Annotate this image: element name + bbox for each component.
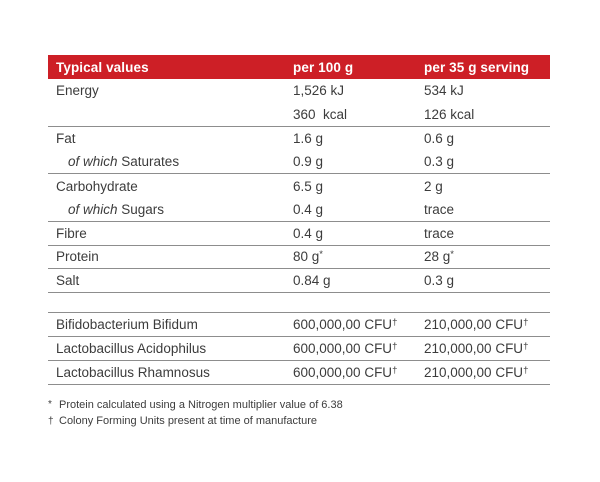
row-label: Lactobacillus Acidophilus <box>56 340 207 356</box>
value-text: 0.3 g <box>424 154 455 170</box>
value-per-100g <box>293 317 424 332</box>
value-per-100g <box>293 179 424 194</box>
value-text: 0.3 g <box>424 273 455 289</box>
footnote-protein <box>48 397 550 414</box>
row-label-text: Fat <box>56 130 76 146</box>
table-row-saturates <box>48 150 550 174</box>
dagger-sup: † <box>523 317 529 329</box>
row-label-italic: of which <box>68 201 118 217</box>
footnote-text: Colony Forming Units present at time of manufacture <box>59 415 318 428</box>
value-text: trace <box>424 201 455 217</box>
footnote-text: Protein calculated using a Nitrogen multiplier value of 6.38 <box>59 398 343 411</box>
value-text: 80 g <box>293 249 320 265</box>
row-label-text: Fibre <box>56 225 87 241</box>
row-label <box>48 249 293 264</box>
table-row-energy-kcal <box>48 103 550 127</box>
value-text: 6.5 g <box>293 178 324 194</box>
dagger-sup: † <box>523 364 529 376</box>
row-label: Bifidobacterium Bifidum <box>56 317 198 333</box>
value-per-100g <box>293 365 424 380</box>
row-label <box>48 179 293 194</box>
value-per-35g <box>424 365 550 380</box>
value-per-100g <box>293 249 424 264</box>
table-row-carbohydrate <box>48 174 550 198</box>
value-per-100g <box>293 131 424 146</box>
value-text: 1.6 g <box>293 130 324 146</box>
value-text: 2 g <box>424 178 443 194</box>
value-text: 210,000,00 CFU <box>424 317 524 333</box>
table-row-lactobacillus-rhamnosus <box>48 361 550 385</box>
value-per-35g <box>424 341 550 356</box>
value-per-35g <box>424 249 550 264</box>
row-label-text: Saturates <box>117 154 180 170</box>
header-typical-values: Typical values <box>56 59 149 75</box>
row-label <box>48 273 293 288</box>
row-label-text: Carbohydrate <box>56 178 138 194</box>
dagger-marker: † <box>48 415 54 427</box>
value-text: 0.6 g <box>424 130 455 146</box>
value-text: 0.9 g <box>293 154 324 170</box>
value-text: 28 g <box>424 249 451 265</box>
row-label <box>48 202 293 217</box>
cultures-section <box>48 312 550 384</box>
table-row-fat <box>48 127 550 151</box>
section-spacer <box>48 293 550 312</box>
dagger-sup: † <box>392 364 398 376</box>
row-label: Lactobacillus Rhamnosus <box>56 364 210 380</box>
footnotes <box>48 397 550 430</box>
row-label-text: Protein <box>56 249 99 265</box>
value-per-100g <box>293 341 424 356</box>
footnote-cfu <box>48 413 550 430</box>
row-label-text: Energy <box>56 83 99 99</box>
row-label <box>48 154 293 169</box>
row-label-text: Sugars <box>117 201 165 217</box>
value-per-100g <box>293 83 424 98</box>
table-row-lactobacillus-acidophilus <box>48 337 550 361</box>
value-per-35g <box>424 83 550 98</box>
dagger-sup: † <box>392 317 398 329</box>
value-per-100g <box>293 226 424 241</box>
value-text: 600,000,00 CFU <box>293 364 393 380</box>
header-per-100g: per 100 g <box>293 59 354 75</box>
asterisk-marker: * <box>48 399 52 411</box>
value-per-35g <box>424 131 550 146</box>
value-sup: * <box>450 249 454 261</box>
value-text: 0.4 g <box>293 201 324 217</box>
value-text: 0.84 g <box>293 273 331 289</box>
table-row-sugars <box>48 198 550 222</box>
table-row-fibre <box>48 222 550 246</box>
row-label <box>48 83 293 98</box>
dagger-sup: † <box>392 340 398 352</box>
value-text: 600,000,00 CFU <box>293 317 393 333</box>
value-text: 210,000,00 CFU <box>424 340 524 356</box>
value-per-100g <box>293 202 424 217</box>
table-row-protein <box>48 246 550 270</box>
dagger-sup: † <box>523 340 529 352</box>
row-label <box>48 131 293 146</box>
table-row-bifidobacterium-bifidum <box>48 313 550 337</box>
table-header-row <box>48 55 550 79</box>
value-per-35g <box>424 226 550 241</box>
row-label-italic: of which <box>68 154 118 170</box>
row-label <box>48 226 293 241</box>
table-row-salt <box>48 269 550 293</box>
value-per-100g <box>293 107 424 122</box>
value-per-100g <box>293 273 424 288</box>
nutrition-table <box>48 55 550 430</box>
value-text: 210,000,00 CFU <box>424 364 524 380</box>
value-text: 360 kcal <box>293 106 348 122</box>
value-per-35g <box>424 179 550 194</box>
value-per-35g <box>424 273 550 288</box>
value-per-35g <box>424 317 550 332</box>
table-row-energy-kj <box>48 79 550 103</box>
value-per-35g <box>424 154 550 169</box>
value-text: 600,000,00 CFU <box>293 340 393 356</box>
value-text: 126 kcal <box>424 106 475 122</box>
row-label-text: Salt <box>56 273 80 289</box>
value-text: 1,526 kJ <box>293 83 345 99</box>
value-per-35g <box>424 107 550 122</box>
header-per-35g-serving: per 35 g serving <box>424 59 530 75</box>
value-per-35g <box>424 202 550 217</box>
value-sup: * <box>319 249 323 261</box>
value-text: 0.4 g <box>293 225 324 241</box>
value-text: 534 kJ <box>424 83 464 99</box>
value-text: trace <box>424 225 455 241</box>
value-per-100g <box>293 154 424 169</box>
